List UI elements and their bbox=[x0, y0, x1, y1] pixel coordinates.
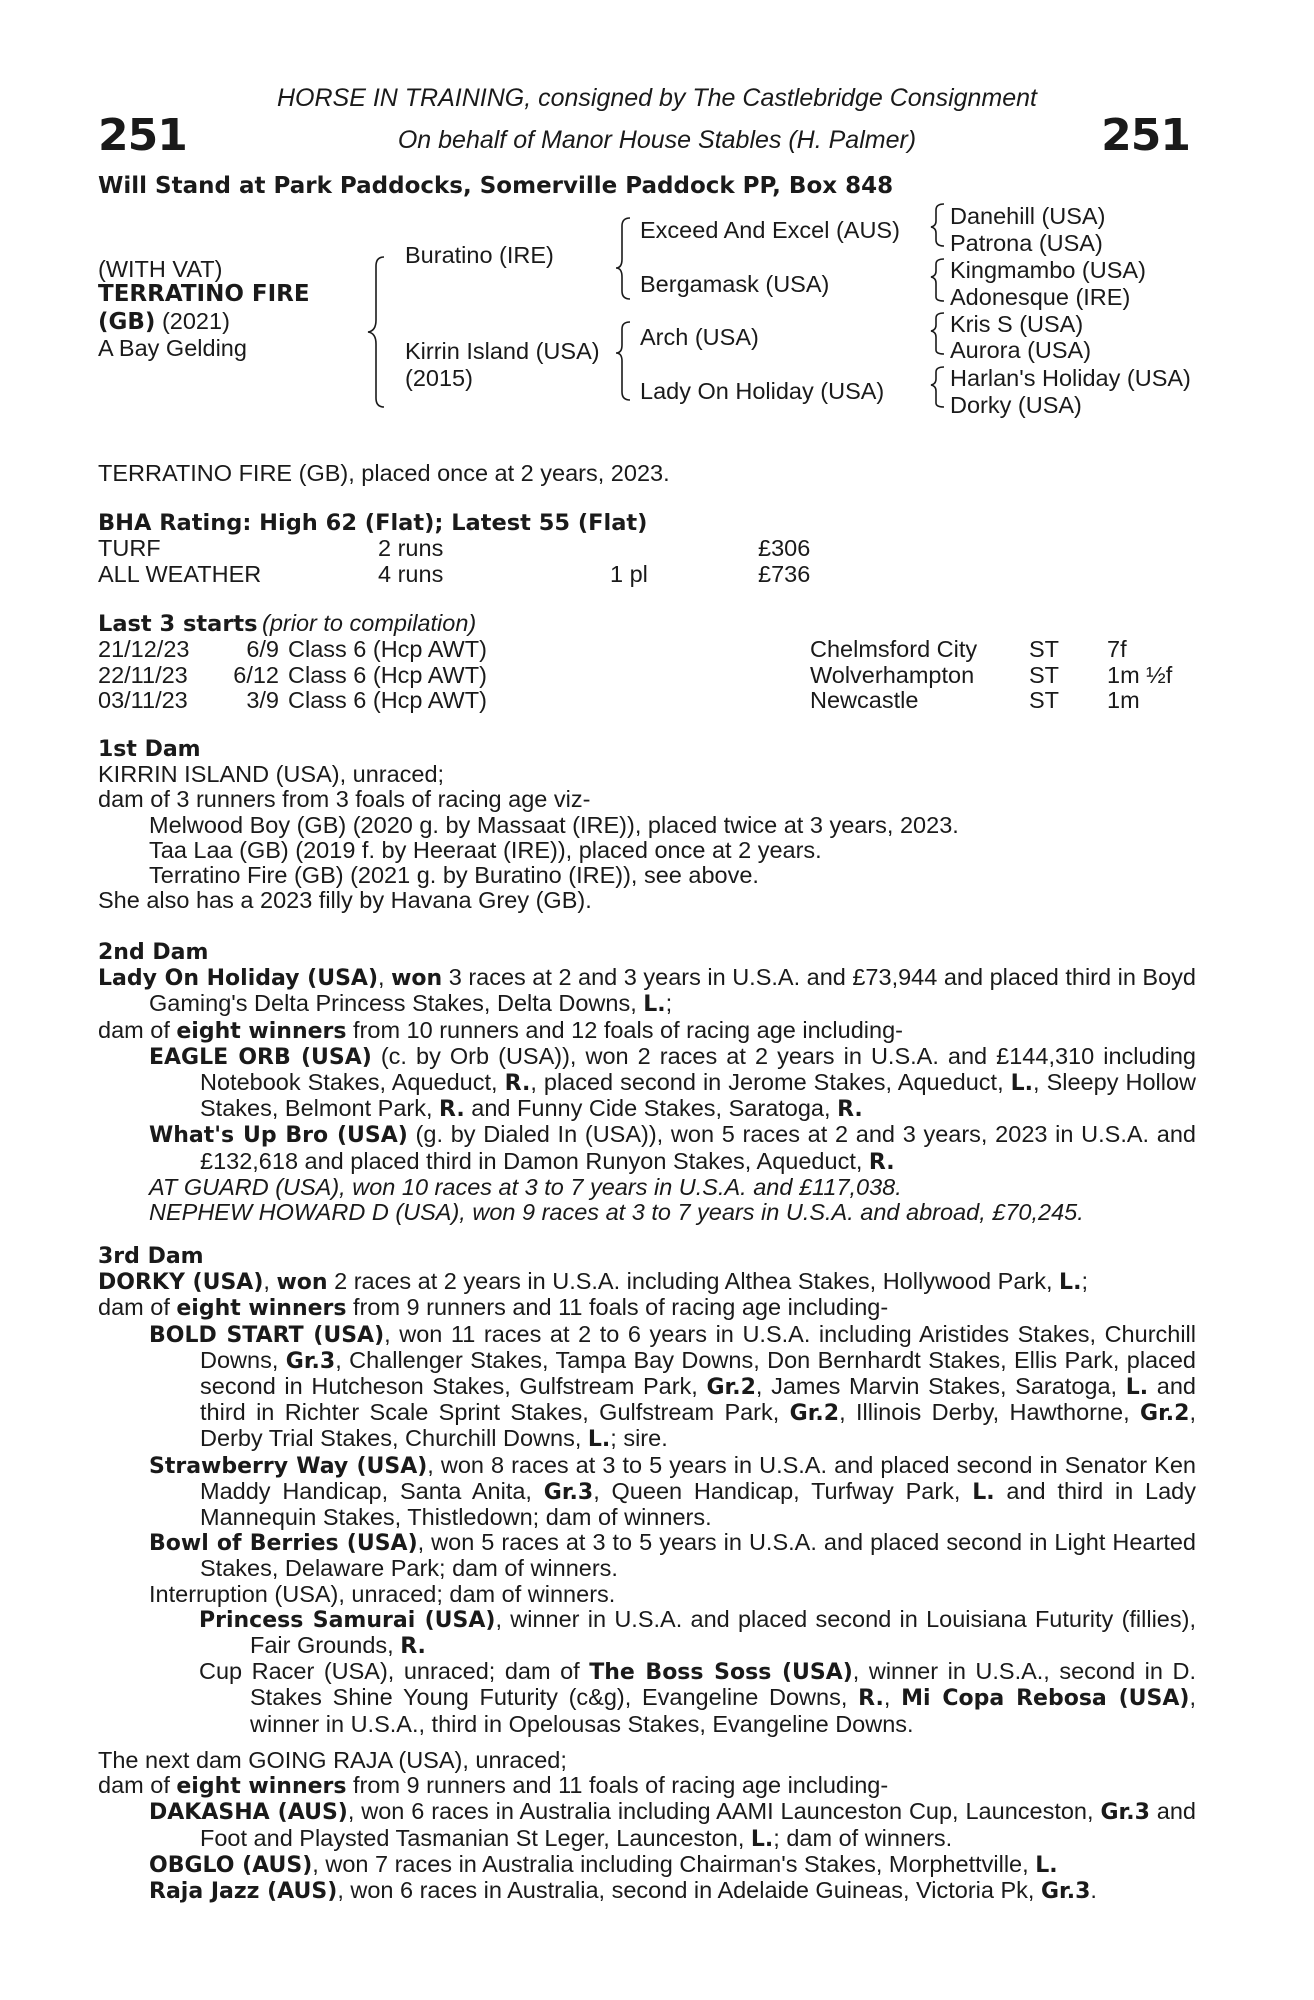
start-position: 6/9 bbox=[246, 636, 279, 662]
start-type: ST bbox=[1029, 687, 1060, 713]
start-distance: 7f bbox=[1107, 636, 1127, 662]
start-position: 3/9 bbox=[246, 687, 279, 713]
dam-produce-summary: dam of eight winners from 9 runners and 11 foals of racing age including- bbox=[98, 1772, 889, 1800]
gg-1: Danehill (USA) bbox=[950, 203, 1106, 229]
rating-money-turf: £306 bbox=[758, 535, 811, 561]
dam-line: KIRRIN ISLAND (USA), unraced; bbox=[98, 761, 445, 788]
start-race-class: Class 6 (Hcp AWT) bbox=[288, 687, 487, 713]
gg-4: Adonesque (IRE) bbox=[950, 284, 1131, 310]
start-type: ST bbox=[1029, 636, 1060, 662]
produce-record: Raja Jazz (AUS), won 6 races in Australia, second in Adelaide Guineas, Victoria Pk, Gr.3. bbox=[149, 1877, 1097, 1905]
race-summary: TERRATINO FIRE (GB), placed once at 2 years, 2023. bbox=[98, 460, 670, 486]
produce-record: EAGLE ORB (USA) (c. by Orb (USA)), won 2 races at 2 years in U.S.A. and £144,310 including Notebook Stakes, Aqueduct, R., placed second in Jerome Stakes, Aqueduct, L., Sleepy Hollow Stakes, Belmont Park, R. and Funny Cide Stakes, Saratoga, R. bbox=[149, 1042, 1197, 1123]
produce-record: NEPHEW HOWARD D (USA), won 9 races at 3 to 7 years in U.S.A. and abroad, £70,245. bbox=[149, 1199, 1084, 1226]
horse-name: TERRATINO FIRE bbox=[98, 281, 310, 307]
bha-rating: BHA Rating: High 62 (Flat); Latest 55 (Flat) bbox=[98, 510, 648, 536]
gg-6: Aurora (USA) bbox=[950, 337, 1092, 363]
produce-record: AT GUARD (USA), won 10 races at 3 to 7 years in U.S.A. and £117,038. bbox=[149, 1173, 902, 1200]
rating-runs-aw: 4 runs bbox=[378, 561, 444, 587]
gg-8: Dorky (USA) bbox=[950, 392, 1082, 418]
produce-record: Strawberry Way (USA), won 8 races at 3 to 5 years in U.S.A. and placed second in Senator Ken Maddy Handicap, Santa Anita, Gr.3, Queen Handicap, Turfway Park, L. and third in Lady Mannequin Stakes, Thistledown; dam of winners. bbox=[149, 1451, 1196, 1531]
start-race-class: Class 6 (Hcp AWT) bbox=[288, 661, 487, 688]
start-type: ST bbox=[1029, 661, 1060, 688]
produce-line: Terratino Fire (GB) (2021 g. by Buratino (IRE)), see above. bbox=[149, 862, 759, 889]
produce-record: BOLD START (USA), won 11 races at 2 to 6 years in U.S.A. including Aristides Stakes, Churchill Downs, Gr.3, Challenger Stakes, Tampa Bay Downs, Don Bernhardt Stakes, Ellis Park, placed second in Hutcheson Stakes, Gulfstream Park, Gr.2, James Marvin Stakes, Saratoga, L. and third in Richter Scale Sprint Stakes, Gulfstream Park, Gr.2, Illinois Derby, Hawthorne, Gr.2, Derby Trial Stakes, Churchill Downs, L.; sire. bbox=[149, 1320, 1196, 1453]
dam-line: dam of 3 runners from 3 foals of racing age viz- bbox=[98, 786, 591, 813]
dam-record: Lady On Holiday (USA), won 3 races at 2 and 3 years in U.S.A. and £73,944 and placed third in Boyd Gaming's Delta Princess Stakes, Delta Downs, L.; bbox=[98, 964, 1196, 1018]
gg-5: Kris S (USA) bbox=[950, 311, 1084, 337]
dam-year: (2015) bbox=[405, 365, 473, 391]
sire: Buratino (IRE) bbox=[405, 242, 554, 268]
consignor-line: HORSE IN TRAINING, consigned by The Castlebridge Consignment bbox=[276, 84, 1038, 112]
gg-2: Patrona (USA) bbox=[950, 230, 1103, 256]
start-distance: 1m bbox=[1107, 687, 1140, 713]
produce-record: What's Up Bro (USA) (g. by Dialed In (USA)), won 5 races at 2 and 3 years, 2023 in U.S.A. and £132,618 and placed third in Damon Runyon Stakes, Aqueduct, R. bbox=[149, 1121, 1196, 1175]
start-date: 22/11/23 bbox=[98, 661, 188, 688]
start-date: 03/11/23 bbox=[98, 687, 188, 713]
rating-surface-aw: ALL WEATHER bbox=[98, 561, 262, 587]
second-dam-section bbox=[98, 940, 1196, 1225]
dam-produce-summary: dam of eight winners from 9 runners and 11 foals of racing age including- bbox=[98, 1294, 889, 1322]
dam-produce-summary: dam of eight winners from 10 runners and 12 foals of racing age including- bbox=[98, 1016, 903, 1044]
rating-placed-aw: 1 pl bbox=[610, 561, 648, 587]
stand-location: Will Stand at Park Paddocks, Somerville Paddock PP, Box 848 bbox=[98, 173, 894, 199]
start-course: Wolverhampton bbox=[810, 661, 975, 688]
start-course: Chelmsford City bbox=[810, 636, 978, 662]
start-distance: 1m ½f bbox=[1107, 661, 1173, 688]
rating-surface-turf: TURF bbox=[98, 535, 161, 561]
horse-origin-year: (GB) (2021) bbox=[98, 308, 230, 335]
last-starts-heading: Last 3 starts (prior to compilation) bbox=[98, 610, 477, 637]
start-race-class: Class 6 (Hcp AWT) bbox=[288, 636, 487, 662]
rating-runs-turf: 2 runs bbox=[378, 535, 444, 561]
section-heading: 3rd Dam bbox=[98, 1244, 204, 1269]
start-position: 6/12 bbox=[233, 661, 279, 688]
produce-line: Taa Laa (GB) (2019 f. by Heeraat (IRE)), placed once at 2 years. bbox=[149, 836, 822, 863]
pedigree-braces bbox=[0, 0, 1314, 420]
lot-number-right: 251 bbox=[1101, 110, 1190, 161]
dam-line: The next dam GOING RAJA (USA), unraced; bbox=[98, 1747, 567, 1773]
dam-sire: Arch (USA) bbox=[640, 324, 759, 350]
dam-record: DORKY (USA), won 2 races at 2 years in U.S.A. including Althea Stakes, Hollywood Park, L.; bbox=[98, 1268, 1088, 1296]
vat-note: (WITH VAT) bbox=[98, 256, 223, 282]
start-date: 21/12/23 bbox=[98, 636, 190, 662]
dam: Kirrin Island (USA) bbox=[405, 338, 600, 364]
sire-sire: Exceed And Excel (AUS) bbox=[640, 217, 900, 243]
section-heading: 1st Dam bbox=[98, 737, 201, 762]
produce-line: Melwood Boy (GB) (2020 g. by Massaat (IRE)), placed twice at 3 years, 2023. bbox=[149, 811, 959, 838]
next-dam-section bbox=[98, 1748, 1196, 1904]
lot-number-left: 251 bbox=[98, 110, 187, 161]
rating-money-aw: £736 bbox=[758, 561, 811, 587]
produce-record: Bowl of Berries (USA), won 5 races at 3 to 5 years in U.S.A. and placed second in Light Hearted Stakes, Delaware Park; dam of winners. bbox=[149, 1529, 1196, 1582]
section-heading: 2nd Dam bbox=[98, 940, 209, 965]
third-dam-section bbox=[98, 1244, 1196, 1737]
dam-line: She also has a 2023 filly by Havana Grey (GB). bbox=[98, 887, 592, 914]
horse-description: A Bay Gelding bbox=[98, 335, 247, 361]
produce-record: Princess Samurai (USA), winner in U.S.A. and placed second in Louisiana Futurity (fillies), Fair Grounds, R. bbox=[199, 1605, 1196, 1660]
vendor-line: On behalf of Manor House Stables (H. Palmer) bbox=[397, 126, 917, 154]
produce-record: DAKASHA (AUS), won 6 races in Australia including AAMI Launceston Cup, Launceston, Gr.3 and Foot and Playsted Tasmanian St Leger, Launceston, L.; dam of winners. bbox=[149, 1798, 1196, 1852]
gg-7: Harlan's Holiday (USA) bbox=[950, 365, 1191, 391]
sire-dam: Bergamask (USA) bbox=[640, 271, 830, 297]
produce-record: OBGLO (AUS), won 7 races in Australia including Chairman's Stakes, Morphettville, L. bbox=[149, 1850, 1058, 1878]
start-course: Newcastle bbox=[810, 687, 919, 713]
dam-dam: Lady On Holiday (USA) bbox=[640, 378, 885, 404]
gg-3: Kingmambo (USA) bbox=[950, 257, 1146, 283]
first-dam-section bbox=[98, 737, 1196, 913]
produce-record: Cup Racer (USA), unraced; dam of The Boss Soss (USA), winner in U.S.A., second in D. Stakes Shine Young Futurity (c&g), Evangeline Downs, R., Mi Copa Rebosa (USA), winner in U.S.A., third in Opelousas Stakes, Evangeline Downs. bbox=[199, 1658, 1197, 1737]
produce-record: Interruption (USA), unraced; dam of winners. bbox=[149, 1580, 616, 1607]
